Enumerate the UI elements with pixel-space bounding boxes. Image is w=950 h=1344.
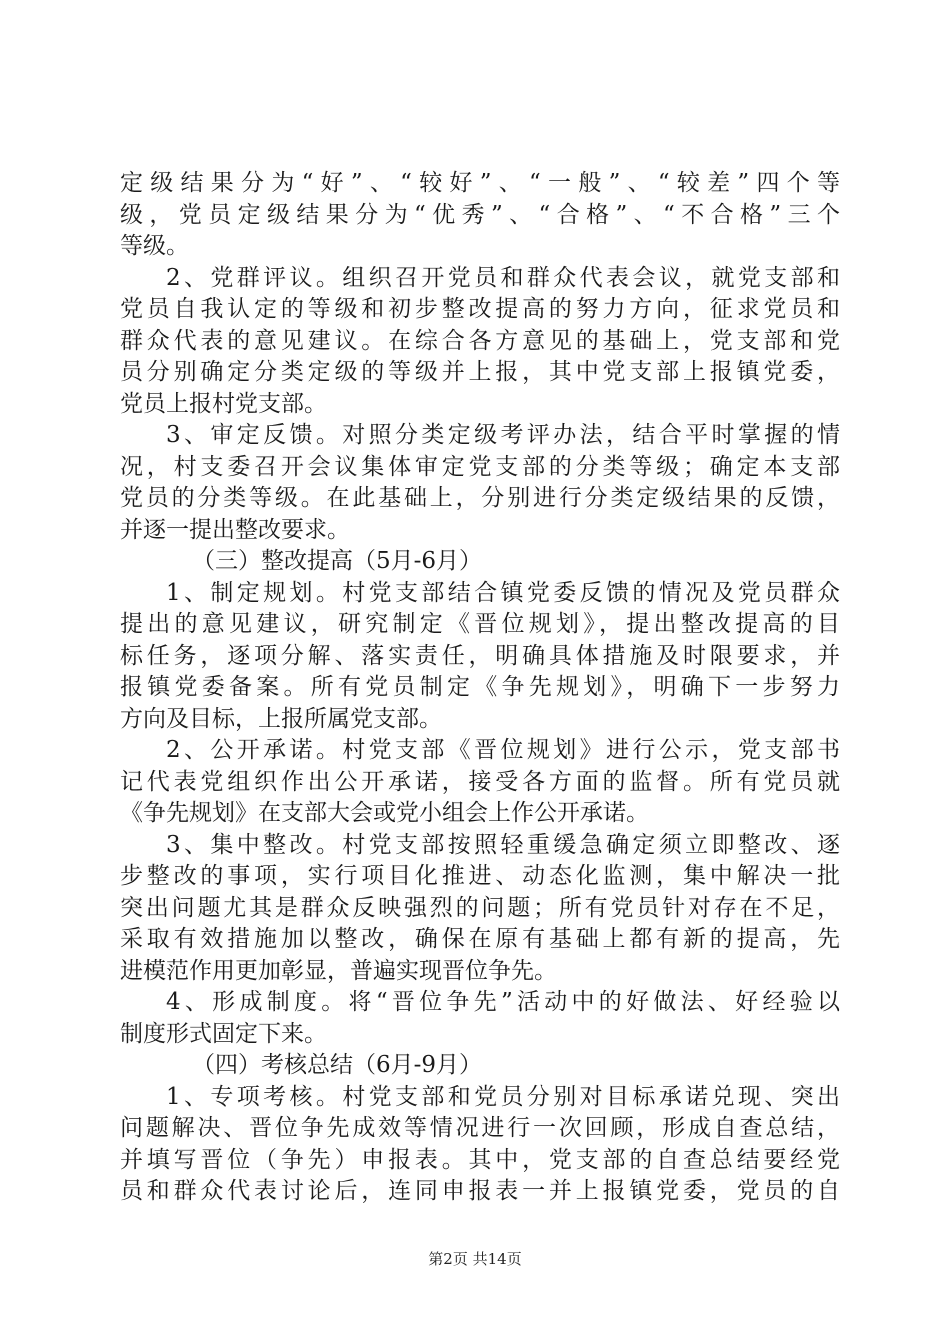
text-line: 级，党员定级结果分为“优秀”、“合格”、“不合格”三个 (120, 201, 840, 228)
text-line: 1、专项考核。村党支部和党员分别对目标承诺兑现、突出 (166, 1083, 840, 1110)
text-line: 等级。 (120, 233, 189, 259)
text-line: 记代表党组织作出公开承诺，接受各方面的监督。所有党员就 (120, 768, 840, 795)
text-line: 员分别确定分类定级的等级并上报，其中党支部上报镇党委， (120, 359, 840, 385)
text-line: 况，村支委召开会议集体审定党支部的分类等级；确定本支部 (120, 453, 840, 480)
text-line: 员和群众代表讨论后，连同申报表一并上报镇党委，党员的自 (120, 1178, 840, 1204)
text-line: 标任务，逐项分解、落实责任，明确具体措施及时限要求，并 (120, 642, 840, 669)
text-line: 问题解决、晋位争先成效等情况进行一次回顾，形成自查总结， (120, 1115, 840, 1141)
section-heading: （四）考核总结（6月-9月） (192, 1052, 483, 1078)
text-line: 采取有效措施加以整改，确保在原有基础上都有新的提高，先 (120, 926, 840, 952)
text-line: 群众代表的意见建议。在综合各方意见的基础上，党支部和党 (120, 327, 840, 354)
text-line: 定级结果分为“好”、“较好”、“一般”、“较差”四个等 (120, 170, 840, 196)
text-line: 2、公开承诺。村党支部《晋位规划》进行公示，党支部书 (166, 737, 840, 763)
text-line: 突出问题尤其是群众反映强烈的问题；所有党员针对存在不足， (120, 894, 840, 921)
text-line: 步整改的事项，实行项目化推进、动态化监测，集中解决一批 (120, 863, 840, 889)
page-number-footer: 第2页 共14页 (428, 1250, 522, 1268)
text-line: 报镇党委备案。所有党员制定《争先规划》，明确下一步努力 (120, 674, 840, 700)
text-line: 并填写晋位（争先）申报表。其中，党支部的自查总结要经党 (120, 1146, 840, 1173)
text-line: 党员上报村党支部。 (120, 390, 327, 417)
text-line: 制度形式固定下来。 (120, 1020, 327, 1047)
text-line: 并逐一提出整改要求。 (120, 516, 350, 543)
text-line: 《争先规划》在支部大会或党小组会上作公开承诺。 (120, 800, 649, 826)
text-line: 1、制定规划。村党支部结合镇党委反馈的情况及党员群众 (166, 579, 840, 606)
text-line: 方向及目标，上报所属党支部。 (120, 705, 442, 732)
text-line: 4、形成制度。将“晋位争先”活动中的好做法、好经验以 (166, 989, 840, 1015)
text-line: 提出的意见建议，研究制定《晋位规划》，提出整改提高的目 (120, 611, 840, 637)
text-line: 进模范作用更加彰显，普遍实现晋位争先。 (120, 957, 557, 984)
text-line: 2、党群评议。组织召开党员和群众代表会议，就党支部和 (166, 264, 840, 291)
text-line: 党员的分类等级。在此基础上，分别进行分类定级结果的反馈， (120, 485, 840, 511)
text-line: 党员自我认定的等级和初步整改提高的努力方向，征求党员和 (120, 296, 840, 322)
text-line: 3、审定反馈。对照分类定级考评办法，结合平时掌握的情 (166, 422, 840, 448)
document-body (120, 168, 840, 1208)
section-heading: （三）整改提高（5月-6月） (192, 548, 483, 574)
text-line: 3、集中整改。村党支部按照轻重缓急确定须立即整改、逐 (166, 831, 840, 858)
